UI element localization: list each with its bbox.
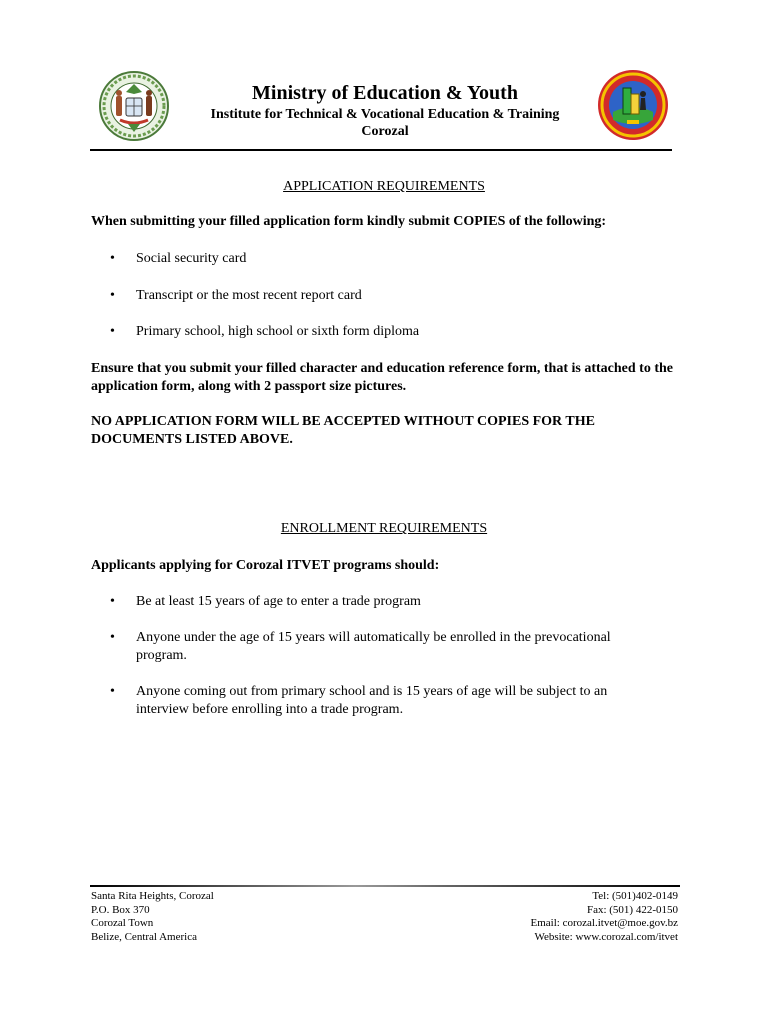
bullet-icon: • (110, 288, 115, 303)
list-item (110, 593, 650, 611)
list-item-text: Anyone under the age of 15 years will automatically be enrolled in the prevocational program. (136, 630, 611, 663)
bullet-icon: • (110, 630, 115, 645)
bullet-icon: • (110, 594, 115, 609)
reference-form-note: Ensure that you submit your filled character and education reference form, that is attached to the application form, along with 2 passport size pictures. (91, 361, 673, 394)
bullet-icon: • (110, 251, 115, 266)
application-intro: When submitting your filled application form kindly submit COPIES of the following: (91, 214, 607, 229)
footer-contact (531, 890, 678, 944)
list-item-text: Transcript or the most recent report card (136, 288, 362, 303)
application-document-list (110, 250, 670, 341)
letterhead (180, 82, 590, 140)
list-item-text: Be at least 15 years of age to enter a trade program (136, 594, 421, 609)
list-item-text: Primary school, high school or sixth form diploma (136, 324, 420, 339)
list-item (110, 287, 670, 305)
list-item (110, 250, 670, 268)
application-requirements-heading: APPLICATION REQUIREMENTS (283, 179, 485, 194)
phone-number: Tel: (501)402-0149 (592, 890, 678, 902)
list-item (110, 323, 670, 341)
campus-name: Corozal (361, 124, 409, 139)
belize-coat-of-arms-logo (98, 70, 170, 142)
footer-divider (90, 885, 680, 887)
list-item (110, 683, 650, 719)
header-divider (90, 149, 672, 151)
address-line: P.O. Box 370 (91, 903, 150, 916)
enrollment-intro: Applicants applying for Corozal ITVET programs should: (91, 558, 440, 573)
fax-number: Fax: (501) 422-0150 (586, 903, 678, 916)
email-address: Email: corozal.itvet@moe.gov.bz (530, 917, 678, 929)
institute-subtitle: Institute for Technical & Vocational Education & Training (210, 107, 560, 122)
application-warning: NO APPLICATION FORM WILL BE ACCEPTED WITHOUT COPIES FOR THE DOCUMENTS LISTED ABOVE. (91, 414, 595, 447)
footer-address (91, 890, 214, 944)
website-url: Website: www.corozal.com/itvet (534, 930, 678, 943)
ministry-title: Ministry of Education & Youth (252, 82, 518, 104)
address-line: Belize, Central America (91, 930, 197, 943)
list-item-text: Anyone coming out from primary school and is 15 years of age will be subject to an interview before enrolling into a trade program. (136, 684, 608, 717)
address-line: Santa Rita Heights, Corozal (91, 890, 214, 902)
enrollment-requirements-list (110, 593, 650, 719)
list-item-text: Social security card (136, 251, 247, 266)
enrollment-requirements-heading: ENROLLMENT REQUIREMENTS (280, 521, 488, 536)
bullet-icon: • (110, 324, 115, 339)
bullet-icon: • (110, 684, 115, 699)
itvet-emblem-logo (597, 68, 669, 142)
address-line: Corozal Town (91, 917, 154, 929)
list-item (110, 629, 650, 665)
